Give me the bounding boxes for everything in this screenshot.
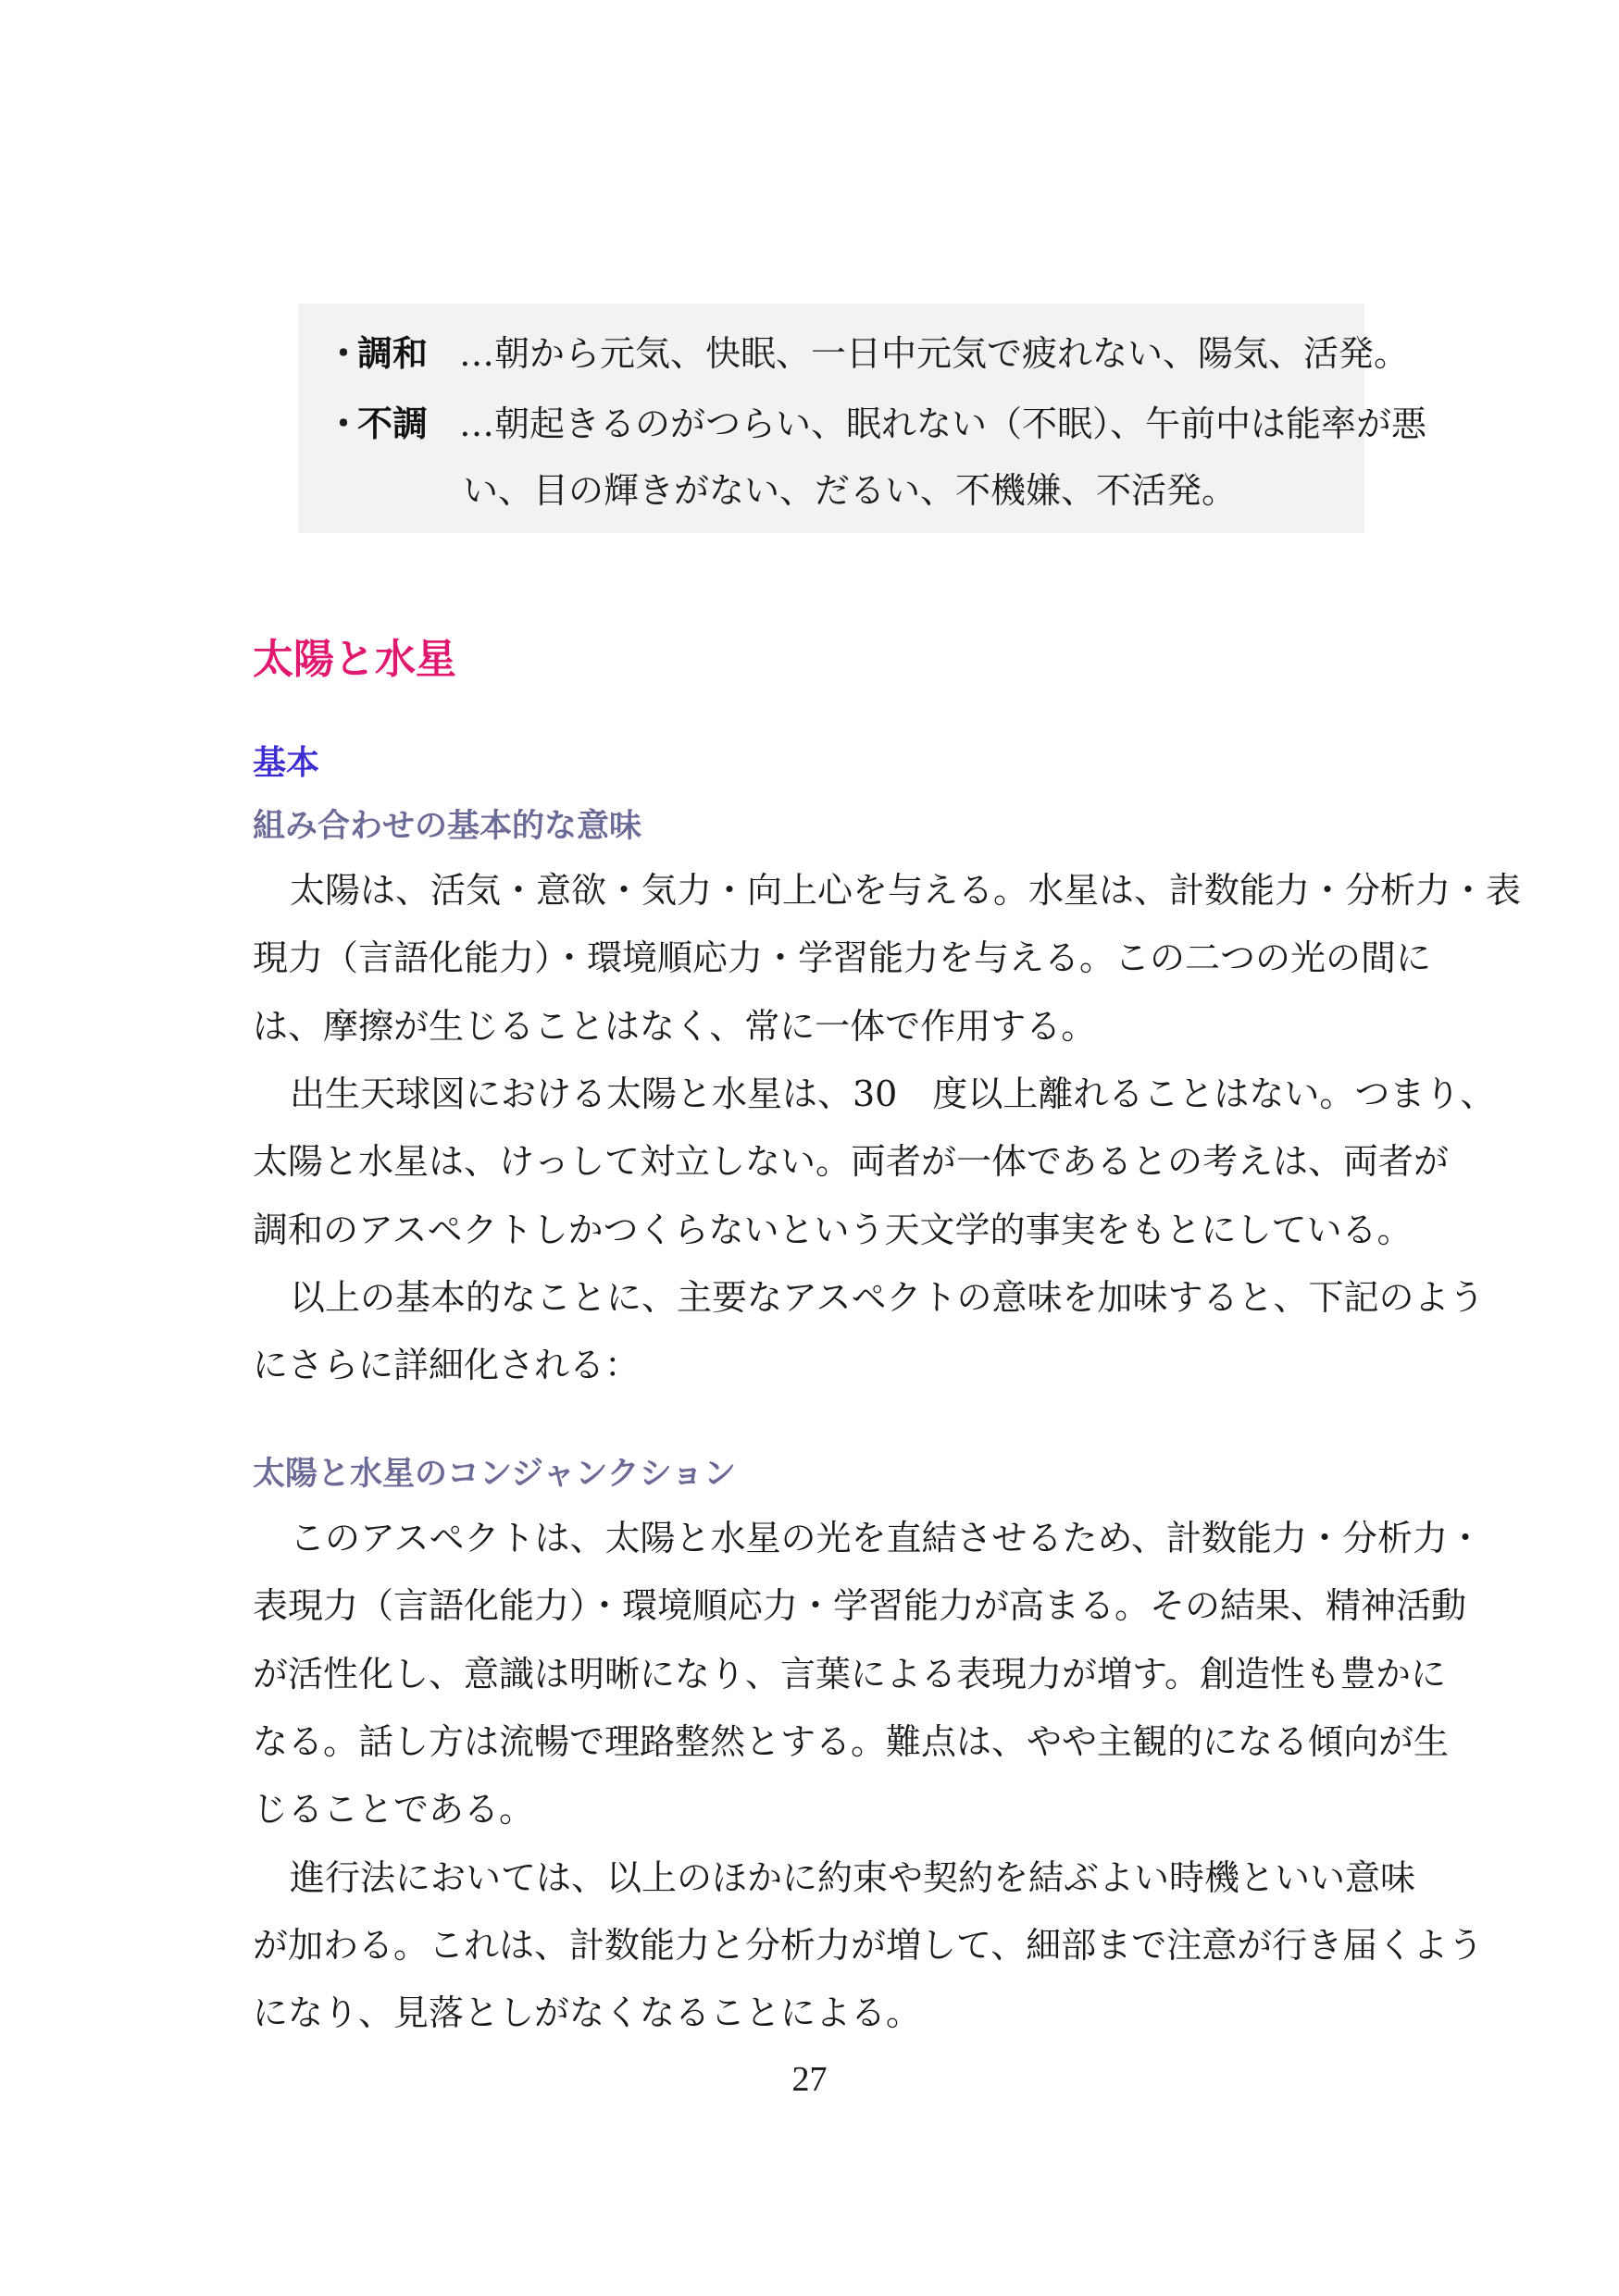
paragraph-line: 以上の基本的なことに、主要なアスペクトの意味を加味すると、下記のよう [290,1277,1485,1318]
paragraph-line: は、摩擦が生じることはなく、常に一体で作用する。 [253,1006,1097,1047]
bullet: ・ [326,403,362,444]
paragraph-line: が活性化し、意識は明晰になり、言葉による表現力が増す。創造性も豊かに [253,1654,1446,1694]
term-harmony: 調和 [357,333,429,374]
section-title-conjunction: 太陽と水星のコンジャンクション [253,1456,737,1493]
paragraph-line: 表現力（言語化能力）・環境順応力・学習能力が高まる。その結果、精神活動 [253,1585,1467,1626]
page-number: 27 [791,2060,828,2099]
paragraph-line: 出生天球図における太陽と水星は、30 度以上離れることはない。つまり、 [290,1074,1496,1114]
term-disharmony: 不調 [357,403,429,444]
disharmony-text: …朝起きるのがつらい、眠れない（不眠）、午前中は能率が悪 [459,403,1427,444]
paragraph-line: 調和のアスペクトしかつくらないという天文学的事実をもとにしている。 [253,1210,1413,1250]
paragraph-line: 太陽と水星は、けっして対立しない。両者が一体であるとの考えは、両者が [253,1141,1450,1182]
paragraph-line: になり、見落としがなくなることによる。 [253,1992,922,2033]
subheading-basic: 基本 [253,744,320,782]
paragraph-line: じることである。 [253,1789,535,1830]
paragraph-line: が加わる。これは、計数能力と分析力が増して、細部まで注意が行き届くよう [253,1925,1484,1966]
paragraph-line: このアスペクトは、太陽と水星の光を直結させるため、計数能力・分析力・ [290,1518,1483,1558]
paragraph-line: 太陽は、活気・意欲・気力・向上心を与える。水星は、計数能力・分析力・表 [290,870,1522,911]
paragraph-line: 進行法においては、以上のほかに約束や契約を結ぶよい時機といい意味 [290,1857,1416,1898]
section-title-basic-meaning: 組み合わせの基本的な意味 [253,808,642,845]
bullet: ・ [326,333,362,374]
harmony-text: …朝から元気、快眠、一日中元気で疲れない、陽気、活発。 [459,333,1410,374]
summary-row-disharmony [326,396,1426,452]
paragraph-line: 現力（言語化能力）・環境順応力・学習能力を与える。この二つの光の間に [253,937,1432,978]
summary-row-harmony [326,326,1409,381]
section-heading: 太陽と水星 [253,636,456,683]
paragraph-line: にさらに詳細化される： [253,1345,641,1385]
summary-box [298,304,1427,533]
disharmony-text-continued: い、目の輝きがない、だるい、不機嫌、不活発。 [463,470,1238,511]
paragraph-line: なる。話し方は流暢で理路整然とする。難点は、やや主観的になる傾向が生 [253,1721,1450,1762]
